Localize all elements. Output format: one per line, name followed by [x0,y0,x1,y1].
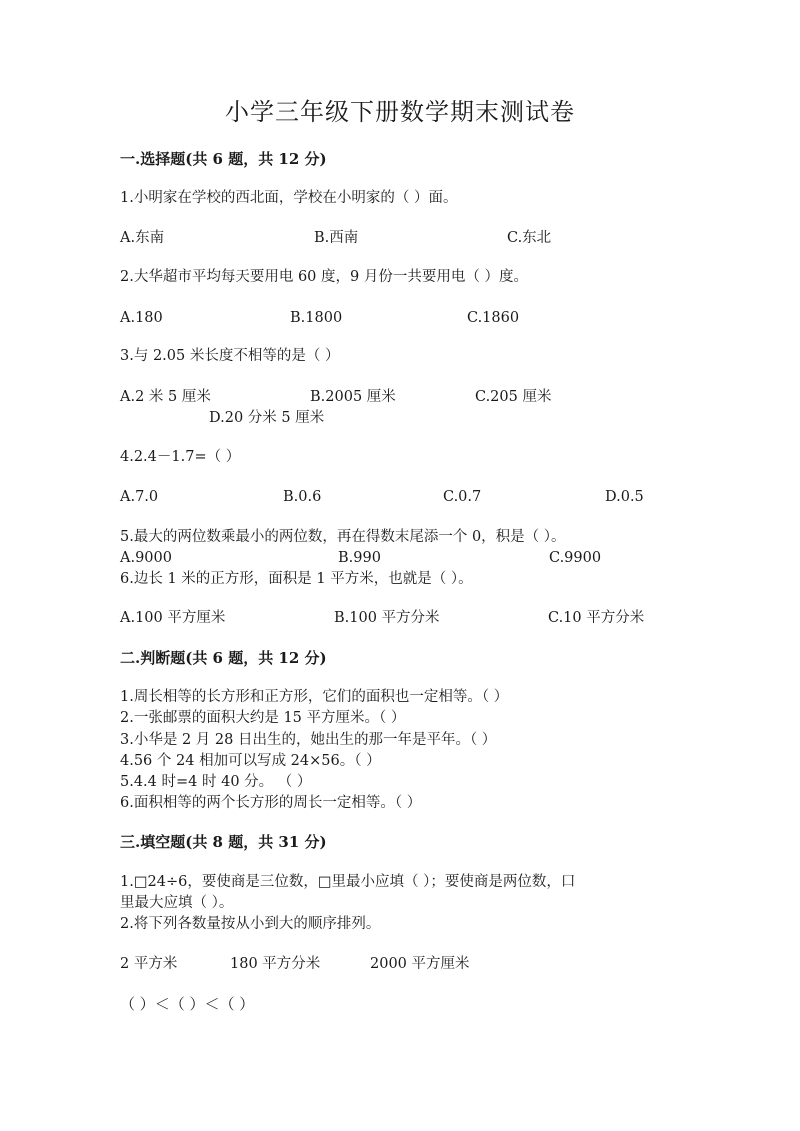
option: C.205 厘米 [475,389,552,405]
option: B.2005 厘米 [310,389,396,405]
option: C.9900 [549,550,602,566]
option: A.7.0 [120,489,159,505]
question-text: 5.最大的两位数乘最小的两位数，再在得数末尾添一个 0，积是（ ）。 [120,529,566,545]
judgment-item: 5.4.4 时=4 时 40 分。 （ ） [120,774,312,790]
option: A.东南 [120,230,165,246]
option: B.西南 [314,230,359,246]
option: A.180 [120,310,163,326]
question-text: 2.大华超市平均每天要用电 60 度，9 月份一共要用电（ ）度。 [120,269,528,285]
option: B.990 [338,550,381,566]
section-heading-choice: 一.选择题(共 6 题，共 12 分) [120,150,327,168]
option: C.0.7 [443,489,482,505]
judgment-item: 4.56 个 24 相加可以写成 24×56。（ ） [120,753,381,769]
quantity: 2 平方米 [120,956,178,972]
option: B.100 平方分米 [334,610,440,626]
option: D.20 分米 5 厘米 [209,410,325,426]
judgment-item: 6.面积相等的两个长方形的周长一定相等。（ ） [120,795,422,811]
judgment-item: 3.小华是 2 月 28 日出生的，她出生的那一年是平年。（ ） [120,732,497,748]
question-text: 6.边长 1 米的正方形，面积是 1 平方米，也就是（ ）。 [120,571,473,587]
option: A.9000 [120,550,172,566]
question-text: 1.小明家在学校的西北面，学校在小明家的（ ）面。 [120,190,458,206]
option: A.100 平方厘米 [120,610,226,626]
option: C.东北 [507,230,552,246]
option: D.0.5 [605,489,644,505]
judgment-item: 1.周长相等的长方形和正方形，它们的面积也一定相等。（ ） [120,689,509,705]
option: C.10 平方分米 [548,610,645,626]
ordering-blanks: （ ）＜（ ）＜（ ） [120,995,255,1013]
question-text: 3.与 2.05 米长度不相等的是（ ） [120,348,340,364]
option: B.0.6 [283,489,322,505]
question-text: 1.□24÷6，要使商是三位数，□里最小应填（ ）；要使商是两位数，口 [120,874,576,890]
section-heading-fill-in: 三.填空题(共 8 题，共 31 分) [120,833,327,851]
question-text: 4.2.4－1.7=（ ） [120,449,241,465]
question-text: 里最大应填（ ）。 [120,895,234,911]
quantity: 180 平方分米 [230,956,321,972]
quantity: 2000 平方厘米 [370,956,470,972]
question-text: 2.将下列各数量按从小到大的顺序排列。 [120,916,381,932]
option: B.1800 [290,310,343,326]
page-title: 小学三年级下册数学期末测试卷 [225,98,575,126]
judgment-item: 2.一张邮票的面积大约是 15 平方厘米。（ ） [120,710,406,726]
option: C.1860 [467,310,520,326]
option: A.2 米 5 厘米 [120,389,211,405]
section-heading-true-false: 二.判断题(共 6 题，共 12 分) [120,649,327,667]
